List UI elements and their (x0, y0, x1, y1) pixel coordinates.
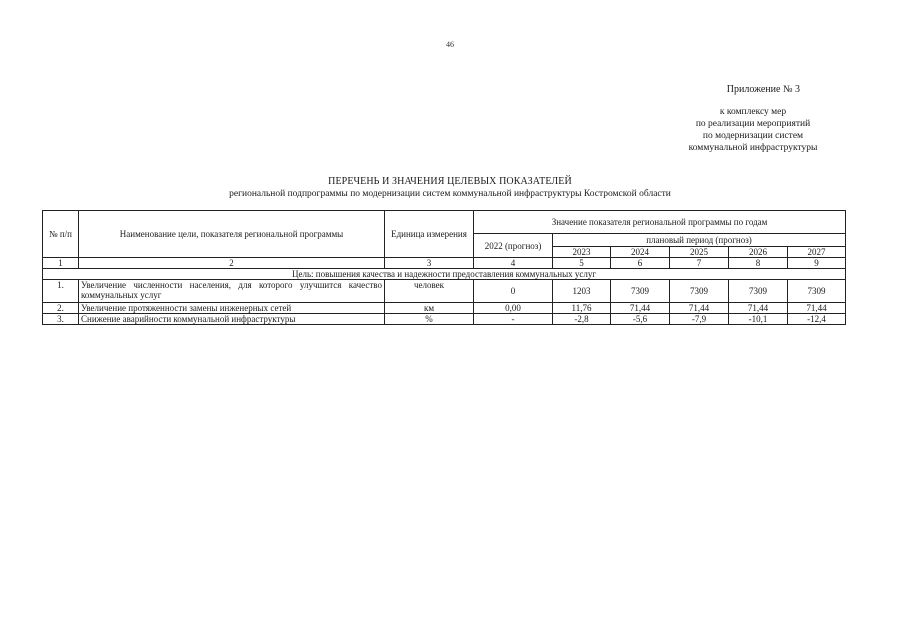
appendix-line: к комплексу мер (719, 107, 787, 117)
column-number: 7 (670, 258, 729, 269)
document-title: ПЕРЕЧЕНЬ И ЗНАЧЕНИЯ ЦЕЛЕВЫХ ПОКАЗАТЕЛЕЙ (328, 176, 572, 187)
row-value: 71,44 (788, 303, 846, 314)
header-year: 2025 (670, 247, 729, 258)
column-number: 3 (385, 258, 474, 269)
row-value: -2,8 (553, 314, 611, 325)
row-num: 1. (43, 280, 79, 303)
document-subtitle: региональной подпрограммы по модернизации систем коммунальной инфраструктуры Костромской области (229, 189, 671, 199)
row-value: -7,9 (670, 314, 729, 325)
row-value: 71,44 (729, 303, 788, 314)
row-value: -10,1 (729, 314, 788, 325)
column-number-row (43, 258, 846, 269)
header-year: 2026 (729, 247, 788, 258)
row-value: 7309 (788, 280, 846, 303)
row-name: Увеличение численности населения, для которого улучшится качество коммунальных услуг (79, 280, 385, 303)
table-row (43, 303, 846, 314)
row-num: 3. (43, 314, 79, 325)
goal-text: Цель: повышения качества и надежности предоставления коммунальных услуг (43, 269, 846, 280)
row-value: 7309 (729, 280, 788, 303)
indicators-table (42, 210, 846, 325)
table-header-row (43, 211, 846, 234)
appendix-subtitle (678, 106, 828, 154)
row-value: 71,44 (611, 303, 670, 314)
row-value: 7309 (670, 280, 729, 303)
row-value: - (474, 314, 553, 325)
column-number: 8 (729, 258, 788, 269)
header-unit: Единица измерения (385, 211, 474, 258)
row-value: 1203 (553, 280, 611, 303)
table-row (43, 280, 846, 303)
header-name: Наименование цели, показателя региональной программы (79, 211, 385, 258)
row-name: Снижение аварийности коммунальной инфраструктуры (79, 314, 385, 325)
header-year: 2023 (553, 247, 611, 258)
header-year: 2024 (611, 247, 670, 258)
row-unit: % (385, 314, 474, 325)
appendix-title: Приложение № 3 (726, 84, 800, 95)
appendix-line: коммунальной инфраструктуры (688, 143, 818, 153)
appendix-line: по модернизации систем (702, 131, 804, 141)
header-base-year: 2022 (прогноз) (474, 234, 553, 258)
appendix-line: по реализации мероприятий (695, 119, 811, 129)
header-year: 2027 (788, 247, 846, 258)
row-name: Увеличение протяженности замены инженерных сетей (79, 303, 385, 314)
row-value: 0,00 (474, 303, 553, 314)
row-value: 0 (474, 280, 553, 303)
row-value: 11,76 (553, 303, 611, 314)
table-row (43, 314, 846, 325)
column-number: 2 (79, 258, 385, 269)
row-value: -12,4 (788, 314, 846, 325)
column-number: 9 (788, 258, 846, 269)
row-value: 7309 (611, 280, 670, 303)
header-plan-period: плановый период (прогноз) (553, 234, 846, 247)
row-num: 2. (43, 303, 79, 314)
column-number: 6 (611, 258, 670, 269)
row-value: -5,6 (611, 314, 670, 325)
column-number: 1 (43, 258, 79, 269)
row-unit: человек (385, 280, 474, 303)
header-num: № п/п (43, 211, 79, 258)
column-number: 5 (553, 258, 611, 269)
goal-row (43, 269, 846, 280)
row-value: 71,44 (670, 303, 729, 314)
column-number: 4 (474, 258, 553, 269)
page-number: 46 (446, 40, 454, 49)
row-unit: км (385, 303, 474, 314)
header-value-group: Значение показателя региональной программы по годам (474, 211, 846, 234)
